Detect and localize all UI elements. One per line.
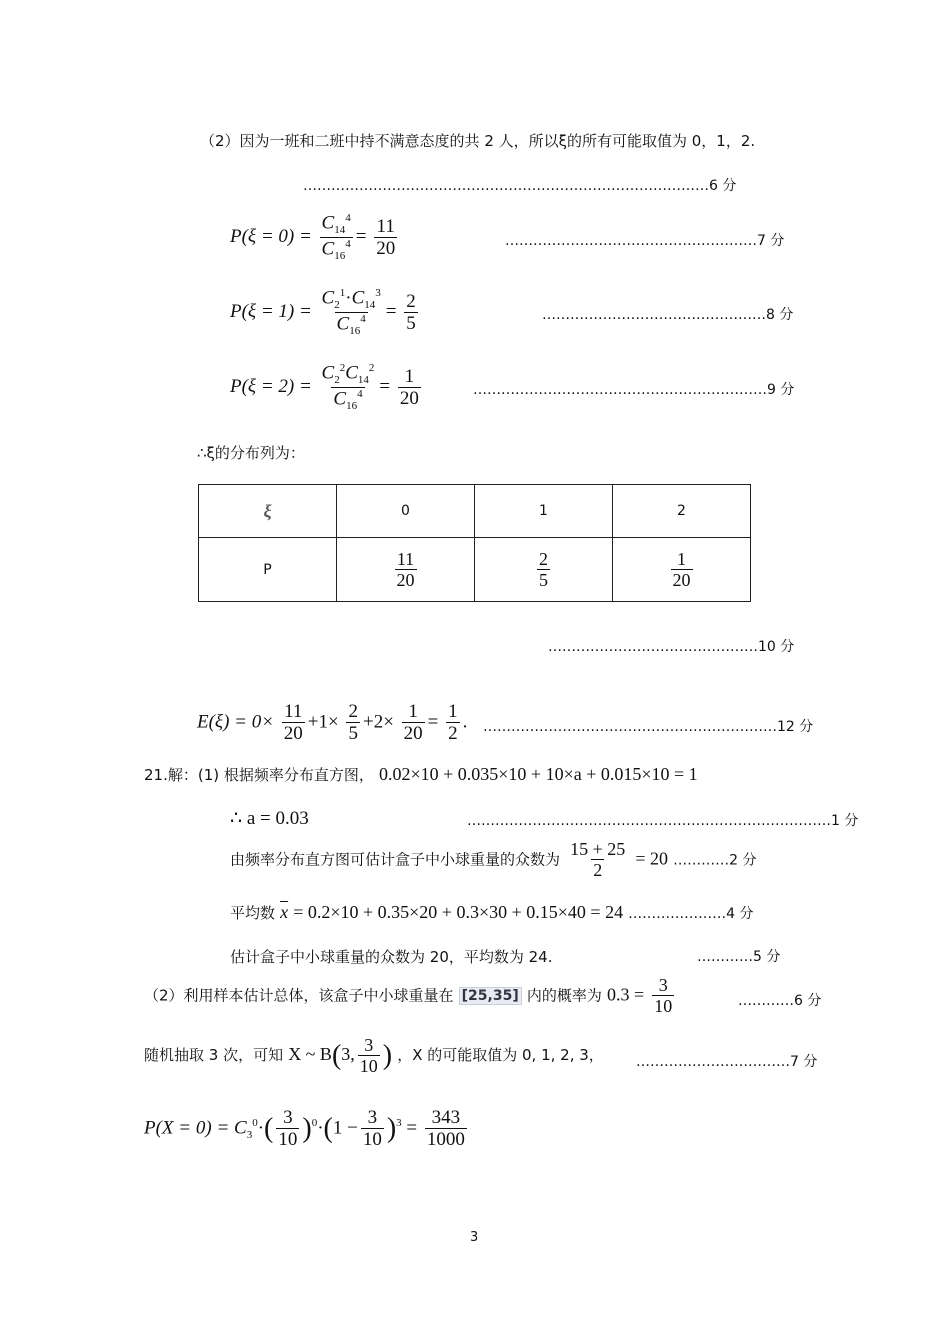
- q21-part2-line: （2）利用样本估计总体，该盒子中小球重量在 [25,35] 内的概率为 0.3 = $\frac{3}{10}$: [144, 975, 673, 1016]
- score-7: 7 分: [757, 233, 785, 249]
- expectation: E(ξ) = 0× $\frac{11}{20}$ +1× $\frac{2}{5}$ +2× $\frac{1}{20}$ = $\frac{1}{2}$ .: [197, 701, 468, 744]
- score-10: 10 分: [758, 639, 795, 655]
- table-cell-p0: $\frac{11}{20}$: [337, 538, 475, 602]
- table-header-1: 1: [475, 485, 613, 538]
- dots-8: …………………………………………8 分: [542, 307, 794, 323]
- prob-xi-0-frac: $\frac{C_{14}^4}{C_{16}^4}$: [321, 212, 351, 262]
- score-2: 2 分: [729, 852, 757, 869]
- interval-25-35: [25,35]: [459, 987, 522, 1005]
- page-number: 3: [470, 1230, 479, 1245]
- q21-a-value: ∴ a = 0.03: [230, 808, 309, 829]
- score-7b: 7 分: [790, 1054, 818, 1070]
- table-row-label-p: P: [199, 538, 337, 602]
- table-header-2: 2: [613, 485, 751, 538]
- q21-mode-line: 由频率分布直方图可估计盒子中小球重量的众数为 $\frac{15 + 25}{2}$ = 20 …………2 分: [230, 839, 757, 880]
- prob-xi-1-frac: $\frac{C_2^1\cdot C_{14}^3}{C_{16}^4}$: [321, 287, 381, 337]
- q21-mean-line: 平均数 $\overline{x} = 0.2\times 10 + 0.35\times 20 + 0.3\times 30 + 0.15\times 40 = 24$ …………………4 分: [230, 902, 754, 922]
- dots-6b: …………6 分: [738, 993, 822, 1009]
- prob-xi-2-frac: $\frac{C_2^2C_{14}^2}{C_{16}^4}$: [321, 362, 375, 412]
- prob-xi-2: P(ξ = 2) = $\frac{C_2^2C_{14}^2}{C_{16}^4}$ = $\frac{1}{20}$: [230, 362, 419, 412]
- part2-intro: （2）因为一班和二班中持不满意态度的共 2 人，所以ξ的所有可能取值为 0，1，2.: [200, 132, 756, 150]
- dots-7: ………………………………………………7 分: [505, 233, 785, 249]
- table-header-0: 0: [337, 485, 475, 538]
- prob-xi-1-result: $\frac{2}{5}$: [406, 290, 416, 334]
- q21-conclusion: 估计盒子中小球重量的众数为 20，平均数为 24.: [230, 948, 553, 966]
- prob-xi-0: P(ξ = 0) = $\frac{C_{14}^4}{C_{16}^4}$ = $\frac{11}{20}$: [230, 212, 396, 262]
- table-cell-p1: $\frac{2}{5}$: [475, 538, 613, 602]
- dots-10: ………………………………………10 分: [548, 639, 795, 655]
- dots-7b: ……………………………7 分: [636, 1054, 818, 1070]
- table-cell-p2: $\frac{1}{20}$: [613, 538, 751, 602]
- score-8: 8 分: [766, 307, 794, 323]
- dots-12: ………………………………………………………12 分: [483, 719, 814, 735]
- dots-5: …………5 分: [697, 949, 781, 965]
- dots-1: ……………………………………………………………………1 分: [467, 813, 859, 829]
- score-1: 1 分: [831, 813, 859, 829]
- q21-random-line: 随机抽取 3 次，可知 X ~ B(3, $\frac{3}{10}$ ) ，X 的可能取值为 0, 1, 2, 3，: [144, 1035, 604, 1076]
- table-row: [199, 538, 751, 602]
- score-5: 5 分: [753, 949, 781, 965]
- distribution-table: [198, 484, 751, 602]
- prob-xi-0-result: $\frac{11}{20}$: [376, 215, 396, 259]
- score-12: 12 分: [777, 719, 814, 735]
- dist-label: ∴ξ的分布列为：: [197, 444, 305, 462]
- dots-6: ……………………………………………………………………………6 分: [303, 178, 737, 194]
- prob-xi-2-result: $\frac{1}{20}$: [399, 365, 419, 409]
- score-6b: 6 分: [794, 993, 822, 1009]
- table-header-xi: ξ: [199, 485, 337, 538]
- dots-9: ………………………………………………………9 分: [473, 382, 795, 398]
- prob-x-0: $P(X = 0) = C_3^0\cdot$( $\frac{3}{10}$ )$^0$·(1 − $\frac{3}{10}$ )$^3$ = $\frac{343}{1000}$: [144, 1107, 465, 1150]
- table-row: [199, 485, 751, 538]
- prob-xi-1: P(ξ = 1) = $\frac{C_2^1\cdot C_{14}^3}{C_{16}^4}$ = $\frac{2}{5}$: [230, 287, 416, 337]
- q21-intro-line: 21.解：(1) 根据频率分布直方图， 0.02×10 + 0.035×10 + 10×a + 0.015×10 = 1: [144, 764, 698, 784]
- score-6: 6 分: [709, 178, 737, 194]
- score-4: 4 分: [726, 906, 754, 922]
- score-9: 9 分: [767, 382, 795, 398]
